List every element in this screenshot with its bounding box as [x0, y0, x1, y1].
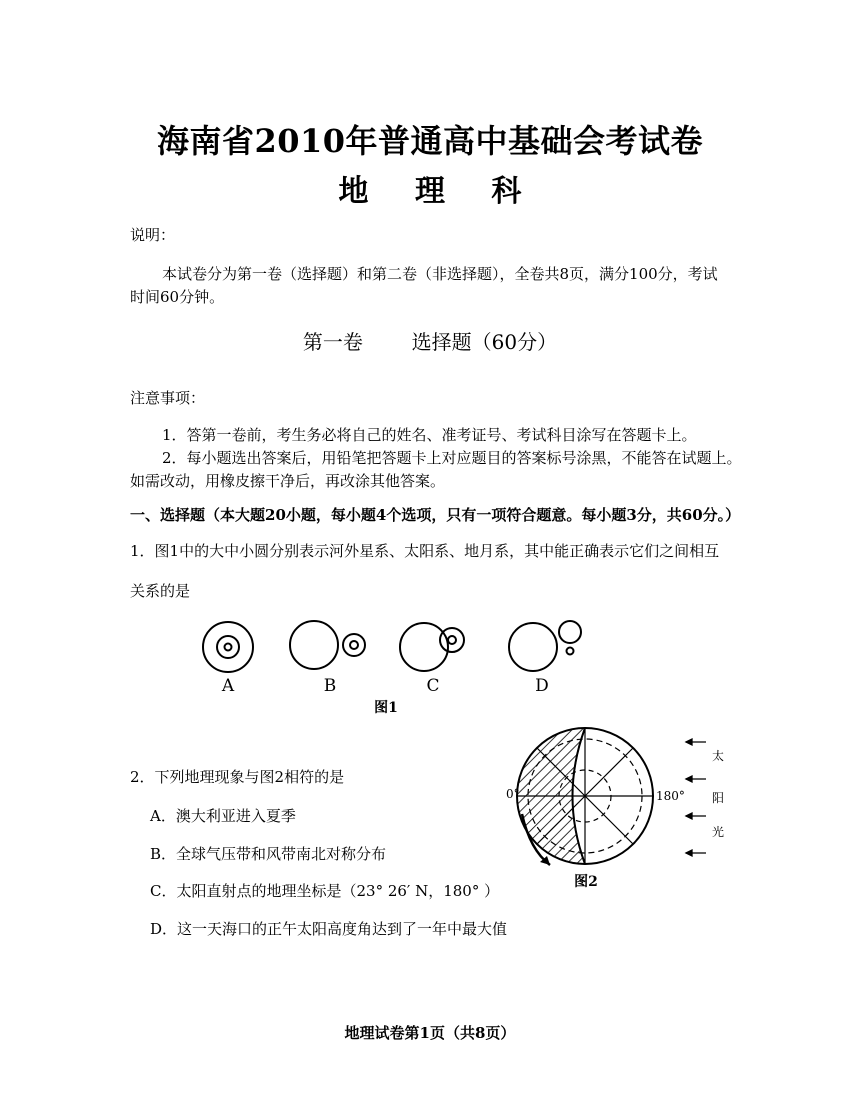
sunlight-char-1: 太	[712, 749, 725, 763]
notes-item2-line2: 如需改动，用橡皮擦干净后，再改涂其他答案。	[130, 472, 446, 490]
q2-stem: 2．下列地理现象与图2相符的是	[130, 768, 345, 786]
option-a-small-circle	[225, 644, 232, 651]
section1-heading: 一、选择题（本大题20小题，每小题4个选项，只有一项符合题意。每小题3分，共60分。）	[130, 506, 741, 524]
option-c-label: C	[426, 676, 440, 696]
notes-item1: 1．答第一卷前，考生务必将自己的姓名、准考证号、考试科目涂写在答题卡上。	[162, 426, 697, 444]
sunlight-char-2: 阳	[712, 791, 725, 805]
option-b-small-circle	[350, 641, 358, 649]
instructions-heading: 说明：	[130, 226, 176, 244]
q1-text-line2: 关系的是	[130, 582, 191, 600]
option-c-large-circle	[400, 623, 448, 671]
option-c-small-circle	[448, 636, 456, 644]
instructions-line2: 时间60分钟。	[130, 288, 225, 306]
option-a-label: A	[221, 676, 235, 696]
part1-title-left: 第一卷	[302, 330, 363, 354]
option-b-large-circle	[290, 621, 338, 669]
instructions-line1: 本试卷分为第一卷（选择题）和第二卷（非选择题），全卷共8页，满分100分，考试	[162, 265, 718, 283]
page-footer: 地理试卷第1页（共8页）	[344, 1024, 516, 1042]
q2-option-c: C．太阳直射点的地理坐标是（23° 26′ N，180° ）	[150, 882, 500, 900]
figure1-diagram	[190, 612, 600, 722]
option-d-label: D	[535, 676, 549, 696]
option-b-medium-circle	[343, 634, 365, 656]
figure2-left-label: 0°	[506, 787, 520, 801]
figure2-caption: 图2	[574, 874, 598, 890]
figure2-right-label: 180°	[656, 789, 685, 803]
sunlight-char-3: 光	[712, 825, 725, 839]
q2-option-d: D．这一天海口的正午太阳高度角达到了一年中最大值	[150, 920, 508, 938]
figure1-caption: 图1	[374, 700, 398, 716]
part1-title	[0, 326, 860, 355]
part1-title-right: 选择题（60分）	[411, 330, 558, 354]
option-c-medium-circle	[440, 628, 464, 652]
q1-text-line1: 1．图1中的大中小圆分别表示河外星系、太阳系、地月系，其中能正确表示它们之间相互	[130, 542, 720, 560]
q2-option-a: A．澳大利亚进入夏季	[150, 807, 296, 825]
option-d-large-circle	[509, 623, 557, 671]
q2-option-b: B．全球气压带和风带南北对称分布	[150, 845, 387, 863]
option-a-medium-circle	[217, 636, 239, 658]
figure2-diagram	[500, 722, 730, 900]
option-b-label: B	[323, 676, 337, 696]
notes-item2-line1: 2．每小题选出答案后，用铅笔把答题卡上对应题目的答案标号涂黑，不能答在试题上。	[162, 449, 742, 467]
option-a-large-circle	[203, 622, 253, 672]
notes-heading: 注意事项：	[130, 389, 206, 407]
option-d-small-circle	[567, 648, 574, 655]
option-d-medium-circle	[559, 621, 581, 643]
subject-title: 地 理 科	[338, 174, 540, 209]
exam-title: 海南省2010年普通高中基础会考试卷	[156, 122, 704, 160]
